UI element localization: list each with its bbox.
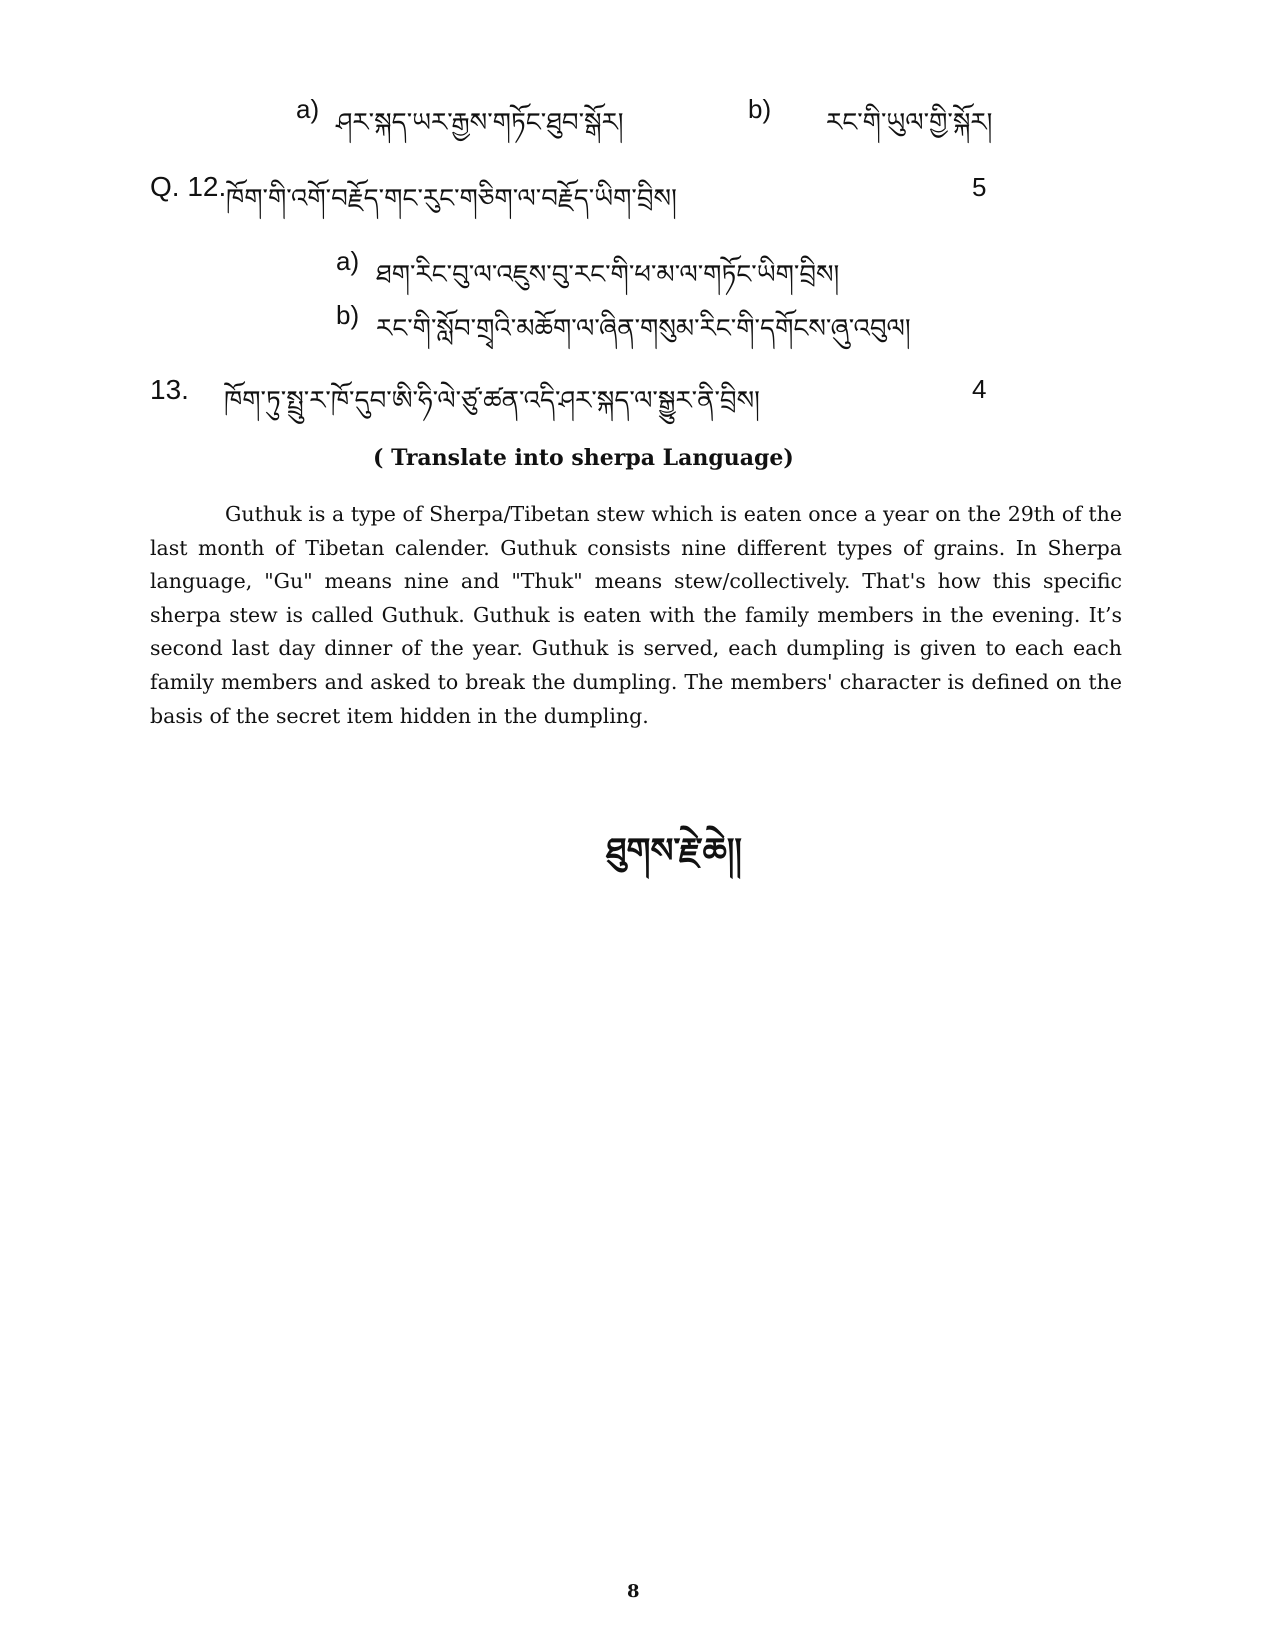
- closing-text: ཐུགས་རྗེ་ཆེ།།: [606, 831, 742, 871]
- q12-option-b-text: རང་གི་སློབ་གྲྭའི་མཆོག་ལ་ཞིན་གསུམ་རིང་གི་དགོངས་ཞུ་འབུལ།: [376, 314, 911, 344]
- translation-passage: Guthuk is a type of Sherpa/Tibetan stew which is eaten once a year on the 29th of the last month of Tibetan calender. Guthuk consists nine different types of grains. In Sherpa language, "Gu" means nine and "Thuk" means stew/collectively. That's how this specific sherpa stew is called Guthuk. Guthuk is eaten with the family members in the evening. It’s second last day dinner of the year. Guthuk is served, each dumpling is given to each each family members and asked to break the dumpling. The members' character is defined on the basis of the secret item hidden in the dumpling.: [150, 502, 1122, 728]
- translate-heading: ( Translate into sherpa Language): [373, 445, 794, 471]
- q12-option-b-label: b): [336, 300, 360, 330]
- q13-number: 13.: [150, 374, 189, 405]
- q13-text: ཁོག་ཏུ་སྤྲུ་ར་ཁོ་དུབ་ཨི་ཧི་ལེ་ཙུ་ཚན་འདི་ཤར་སྐད་ལ་སྒྱུར་ནི་བྲིས།: [224, 386, 760, 416]
- q12-marks: 5: [972, 172, 987, 202]
- q13-marks: 4: [972, 374, 987, 404]
- q11-option-b-text: རང་གི་ཡུལ་གྱི་སྐོར།: [826, 108, 993, 138]
- page-number: 8: [627, 1581, 640, 1602]
- q12-number: Q. 12.: [150, 171, 227, 202]
- q12-option-a-text: ཐག་རིང་བུ་ལ་འཇུས་བུ་རང་གི་ཕ་མ་ལ་གཏོང་ཡིག་བྲིས།: [376, 260, 840, 290]
- q12-option-a-label: a): [336, 246, 360, 276]
- q11-option-a-text: ཤར་སྐད་ཡར་རྒྱས་གཏོང་ཐུབ་སྒོར།: [336, 108, 624, 138]
- q12-text: ཁོག་གི་འགོ་བརྗོད་གང་རུང་གཅིག་ལ་བརྗོད་ཡིག་བྲིས།: [226, 184, 677, 214]
- q11-option-a-label: a): [296, 94, 320, 124]
- q11-option-b-label: b): [748, 94, 772, 124]
